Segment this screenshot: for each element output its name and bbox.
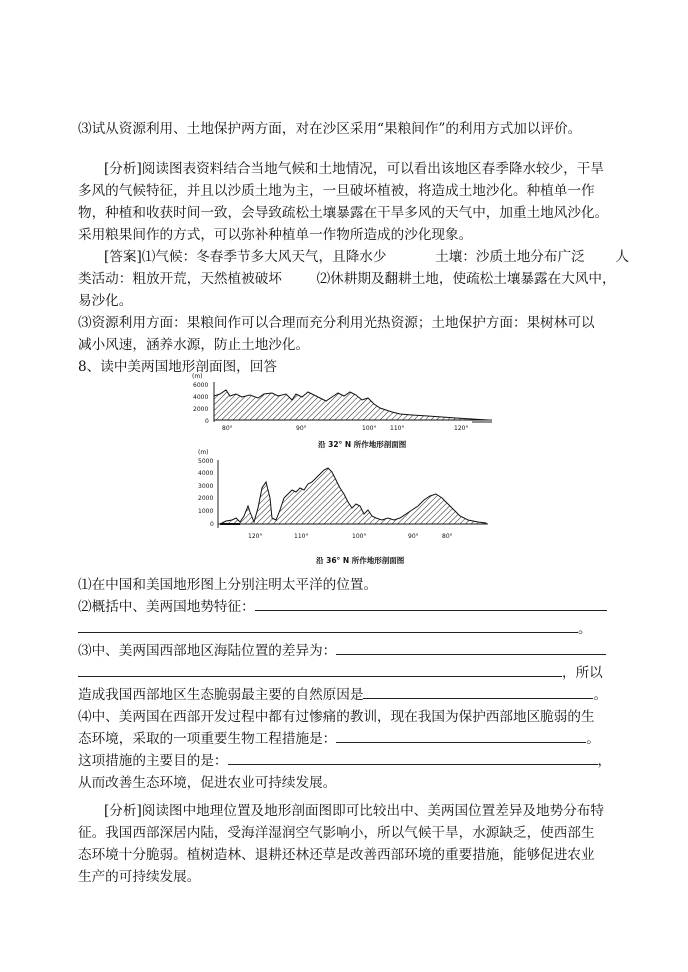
answer-human-activity: 类活动：粗放开荒，天然植被破坏 <box>78 271 282 287</box>
answer-human: 人 <box>615 249 629 265</box>
fig2-ytick: 2000 <box>198 495 214 502</box>
question-3: ⑶试从资源利用、土地保护两方面，对在沙区采用“果粮间作”的利用方式加以评价。 <box>78 121 582 137</box>
answer-line-4: ⑶资源利用方面：果粮间作可以合理而充分利用光热资源；土地保护方面：果树林可以 <box>78 315 595 331</box>
q8-part-3-suffix: ，所以 <box>562 665 603 681</box>
fig1-ytick: 2000 <box>193 406 209 413</box>
answer-part-2: ⑵休耕期及翻耕土地，使疏松土壤暴露在大风中， <box>316 271 616 287</box>
q8-part-4-line2 <box>78 728 618 750</box>
answer-line-1 <box>104 246 644 268</box>
fig2-ytick: 3000 <box>198 483 214 490</box>
fig1-xtick: 120° <box>454 425 469 432</box>
fig2-xtick: 100° <box>352 533 367 540</box>
analysis2-line-1: [分析]阅读图中地理位置及地形剖面图即可比较出中、美两国位置差异及地势分布特 <box>104 803 604 819</box>
answer-blank[interactable] <box>78 662 562 677</box>
fig1-ytick: 0 <box>205 418 209 425</box>
answer-blank[interactable] <box>255 596 607 611</box>
q8-part-4-line3-end: ， <box>597 753 612 769</box>
q8-part-3-cont <box>78 662 618 684</box>
answer-blank[interactable] <box>363 684 593 699</box>
fig2-xtick: 110° <box>294 533 309 540</box>
q8-part-2-cont <box>78 618 618 640</box>
q8-part-1: ⑴在中国和美国地形图上分别注明太平洋的位置。 <box>78 577 378 593</box>
fig1-caption: 沿 32° N 所作地形剖面图 <box>318 440 407 449</box>
fig1-terrain <box>214 390 488 420</box>
answer-blank[interactable] <box>78 618 578 633</box>
fig2-ytick: 0 <box>210 521 214 528</box>
answer-line-5: 减小风速，涵养水源，防止土地沙化。 <box>78 337 310 353</box>
answer-blank[interactable] <box>336 640 606 655</box>
fig1-xtick: 80° <box>222 425 233 432</box>
fig1-ytick: 4000 <box>193 394 209 401</box>
profile-36n-figure <box>196 448 492 568</box>
q8-part-3-line3 <box>78 684 618 706</box>
q8-part-3-reason-label: 造成我国西部地区生态脆弱最主要的自然原因是 <box>78 687 364 703</box>
analysis2-line-2: 征。我国西部深居内陆，受海洋湿润空气影响小，所以气候干旱，水源缺乏，使西部生 <box>78 825 595 841</box>
fig2-ytick: 4000 <box>198 470 214 477</box>
fig2-ytick: 1000 <box>198 508 214 515</box>
fig2-terrain <box>220 468 486 524</box>
q8-part-2-label: ⑵概括中、美两国地势特征： <box>78 599 255 615</box>
fig2-caption: 沿 36° N 所作地形剖面图 <box>316 556 405 565</box>
fig2-ytick: 5000 <box>198 458 214 465</box>
analysis-line-3: 物，种植和收获时间一致，会导致疏松土壤暴露在干旱多风的天气中，加重土地风沙化。 <box>78 205 609 221</box>
answer-line-2 <box>78 268 618 290</box>
answer-soil: 土壤：沙质土地分布广泛 <box>435 249 585 265</box>
question-8: 8、读中美两国地形剖面图，回答 <box>78 359 277 375</box>
q8-part-3-end: 。 <box>593 687 608 703</box>
q8-part-2-end: 。 <box>578 621 592 637</box>
answer-line-3: 易沙化。 <box>78 293 133 309</box>
q8-part-4-line4: 从而改善生态环境，促进农业可持续发展。 <box>78 775 337 791</box>
q8-part-3 <box>78 640 618 662</box>
analysis-line-1: [分析]阅读图表资料结合当地气候和土地情况，可以看出该地区春季降水较少，干旱 <box>104 161 604 177</box>
fig2-xtick: 120° <box>248 533 263 540</box>
answer-blank[interactable] <box>228 750 598 765</box>
fig2-xtick: 90° <box>408 533 419 540</box>
fig1-unit: (m) <box>192 373 203 380</box>
q8-part-4-measure-label: 态环境，采取的一项重要生物工程措施是： <box>78 731 337 747</box>
fig2-xtick: 80° <box>442 533 453 540</box>
fig1-xtick: 100° <box>362 425 377 432</box>
fig1-xtick: 90° <box>296 425 307 432</box>
q8-part-4-line3 <box>78 750 618 772</box>
analysis2-line-4: 生产的可持续发展。 <box>78 869 201 885</box>
analysis-line-4: 采用粮果间作的方式，可以弥补种植单一作物所造成的沙化现象。 <box>78 227 473 243</box>
answer-blank[interactable] <box>336 728 586 743</box>
fig1-xtick: 110° <box>390 425 405 432</box>
q8-part-3-label: ⑶中、美两国西部地区海陆位置的差异为： <box>78 643 337 659</box>
fig2-unit: (m) <box>198 449 209 456</box>
q8-part-4-line2-end: 。 <box>586 731 600 747</box>
q8-part-2 <box>78 596 618 618</box>
analysis2-line-3: 态环境十分脆弱。植树造林、退耕还林还草是改善西部环境的重要措施，能够促进农业 <box>78 847 595 863</box>
q8-part-4-purpose-label: 这项措施的主要目的是： <box>78 753 228 769</box>
fig1-ytick: 6000 <box>193 382 209 389</box>
answer-climate: [答案]⑴气候：冬春季节多大风天气，且降水少 <box>104 249 387 265</box>
profile-32n-figure <box>192 370 498 450</box>
analysis-line-2: 多风的气候特征，并且以沙质土地为主，一旦破坏植被，将造成土地沙化。种植单一作 <box>78 183 595 199</box>
q8-part-4-line1: ⑷中、美两国在西部开发过程中都有过惨痛的教训，现在我国为保护西部地区脆弱的生 <box>78 709 595 725</box>
